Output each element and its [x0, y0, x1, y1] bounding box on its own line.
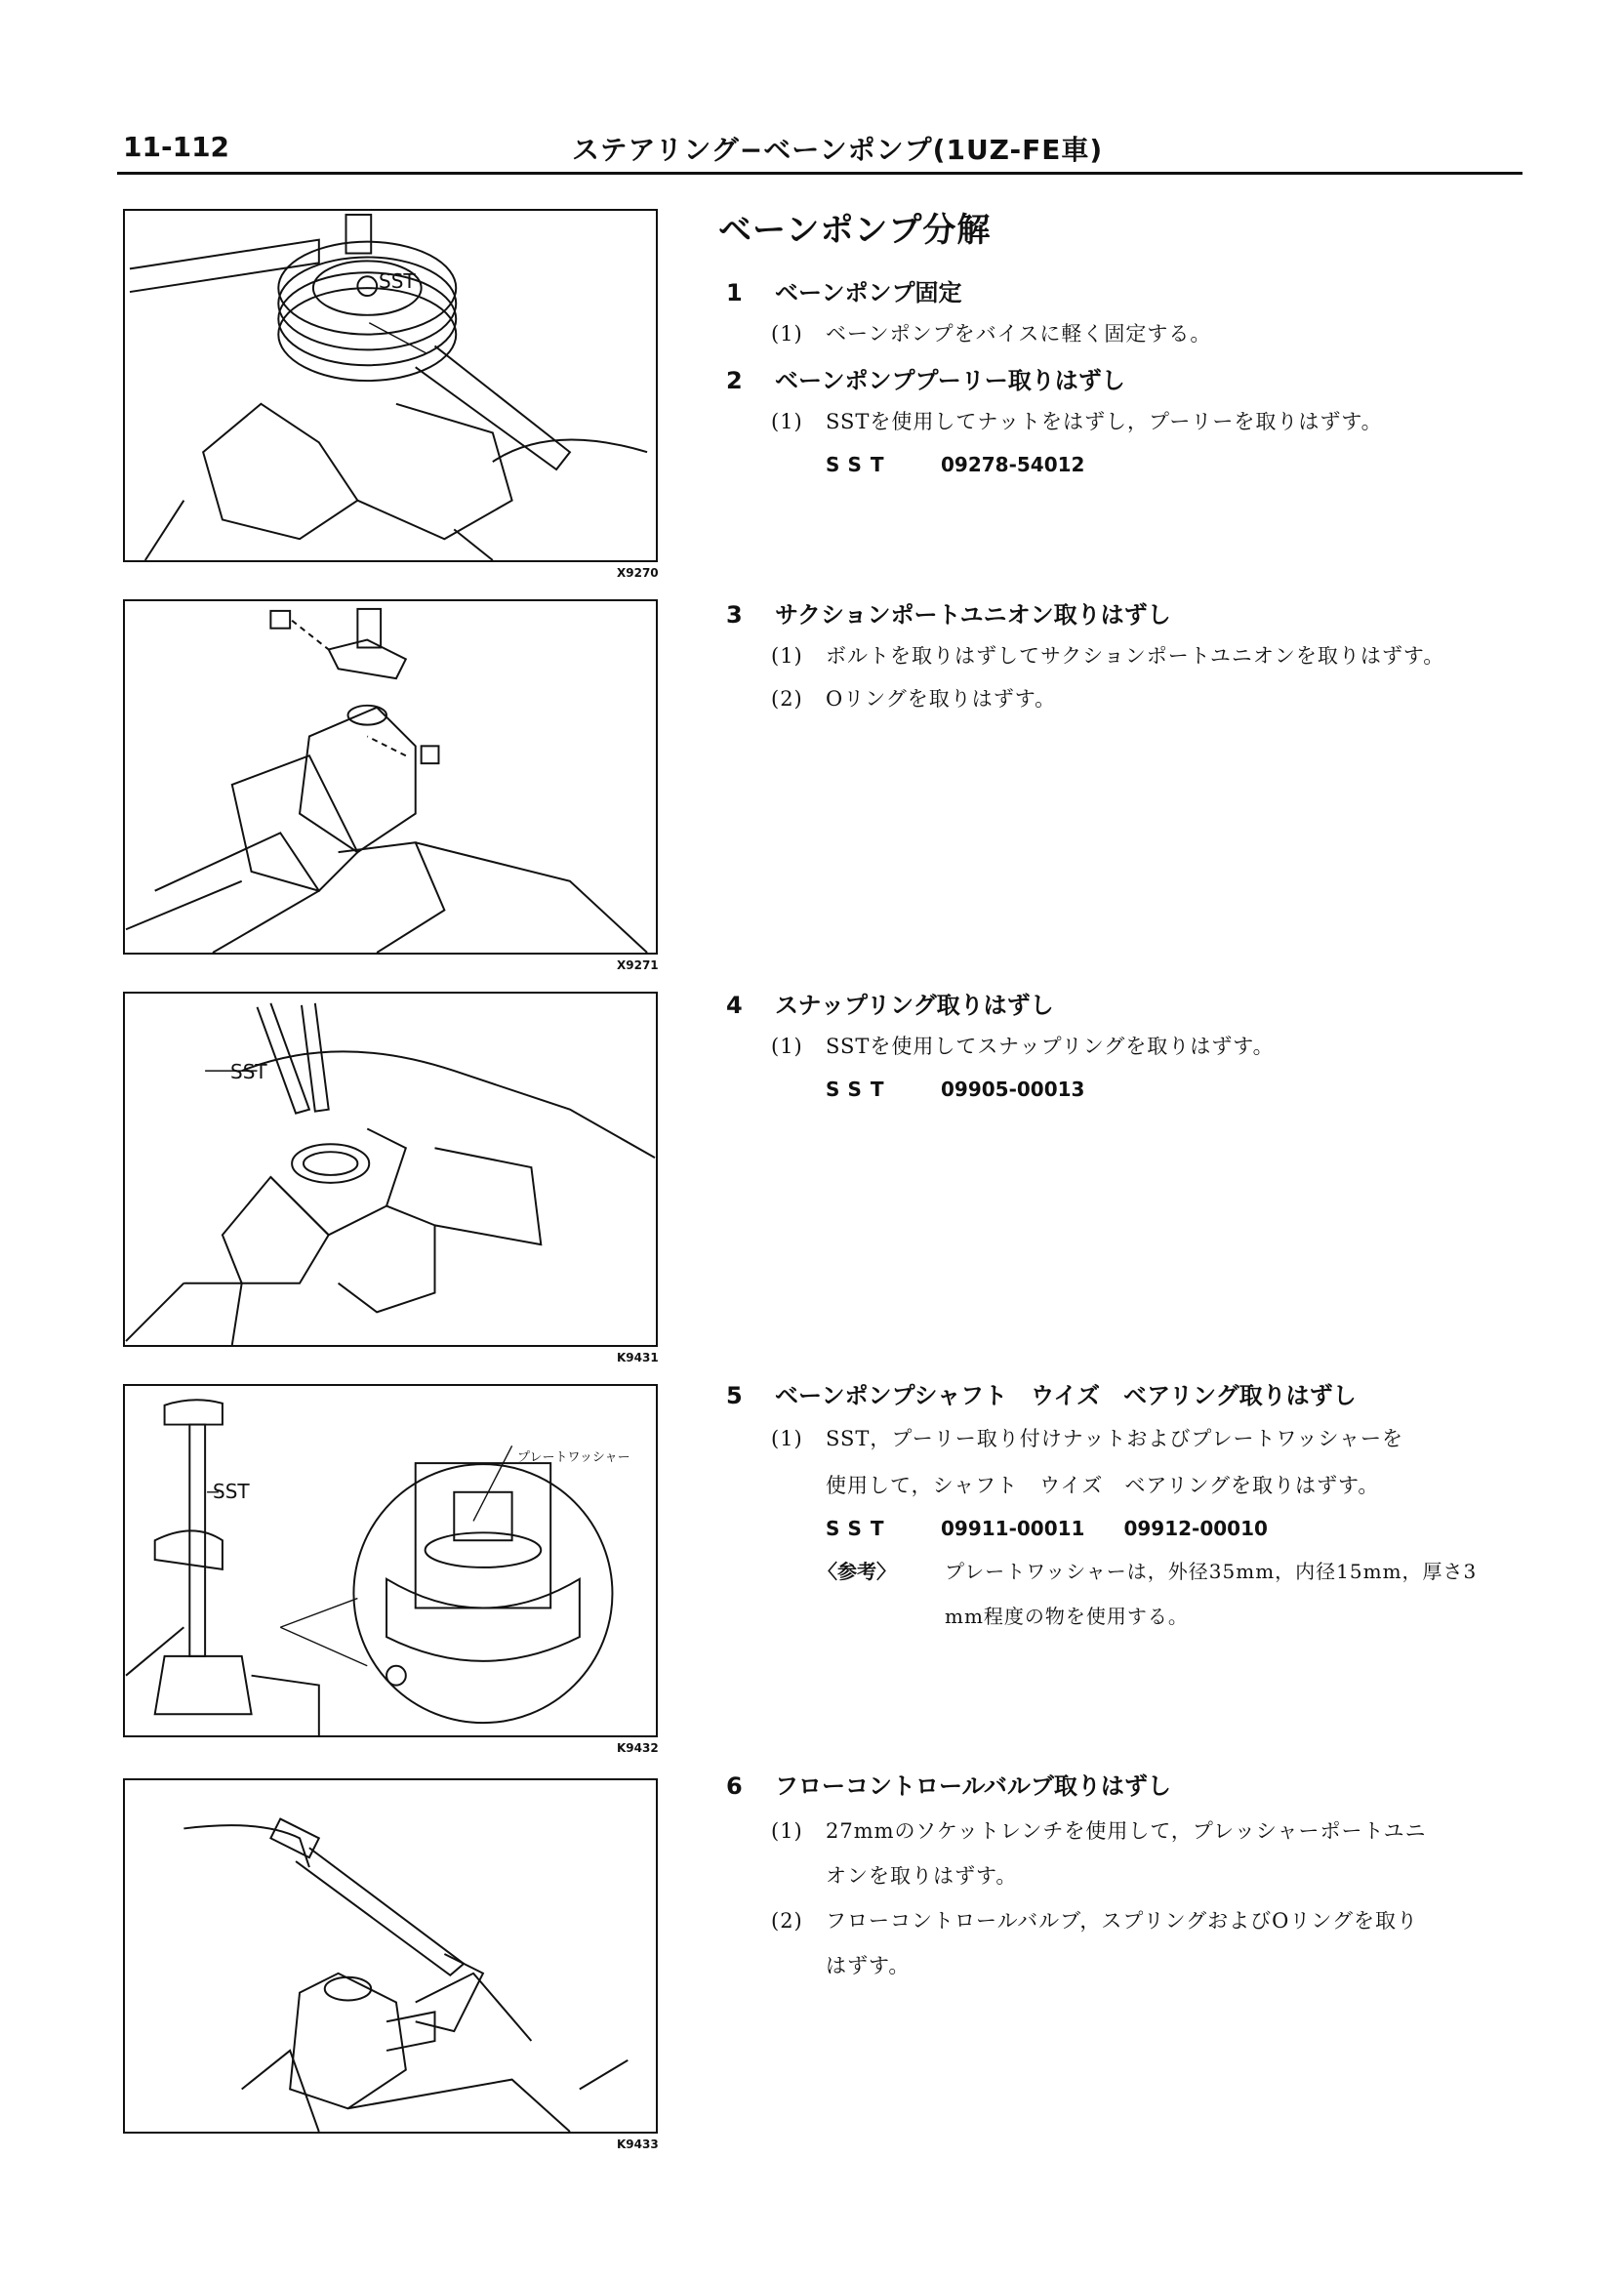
sub-text: Oリングを取りはずす。 [826, 687, 1057, 711]
sub-text: ボルトを取りはずしてサクションポートユニオンを取りはずす。 [826, 644, 1445, 668]
step-title: ベーンポンププーリー取りはずし [775, 367, 1125, 394]
note-label: 〈参考〉 [818, 1560, 896, 1583]
step-2-sst [826, 453, 1084, 476]
step-3-sub-1 [771, 640, 1444, 670]
step-1-title [726, 273, 962, 307]
step-title: フローコントロールバルブ取りはずし [775, 1772, 1171, 1800]
step-6-sub-1-continued: オンを取りはずす。 [826, 1864, 1018, 1888]
sub-text: ベーンポンプをバイスに軽く固定する。 [826, 322, 1212, 346]
step-6-sub-2-continued: はずす。 [826, 1954, 911, 1977]
sub-text: SSTを使用してナットをはずし，プーリーを取りはずす。 [826, 410, 1383, 433]
figure-pulley-removal [123, 209, 658, 562]
figure-code: K9433 [617, 2138, 659, 2151]
figure-code: X9271 [617, 958, 659, 972]
sub-number: (1) [771, 1819, 803, 1843]
step-6-title [726, 1767, 1171, 1801]
figure-code: X9270 [617, 566, 659, 580]
note-text: mm程度の物を使用する。 [945, 1605, 1189, 1628]
step-2-title [726, 361, 1125, 395]
section-title: ベーンポンプ分解 [718, 211, 992, 250]
sub-number: (2) [771, 687, 803, 711]
step-number: 1 [726, 279, 743, 306]
figure-snap-ring-removal-illustration [125, 994, 656, 1345]
figure-shaft-bearing-removal-illustration [125, 1386, 656, 1735]
step-1-sub-1 [771, 318, 1211, 347]
figure-flow-control-valve-removal-illustration [125, 1780, 656, 2132]
header-rule [117, 172, 1522, 175]
step-title: ベーンポンプシャフト ウイズ ベアリング取りはずし [775, 1382, 1357, 1409]
figure-flow-control-valve-removal [123, 1778, 658, 2134]
step-5-sub-1-continued: 使用して，シャフト ウイズ ベアリングを取りはずす。 [826, 1474, 1380, 1497]
step-title: サクションポートユニオン取りはずし [775, 601, 1171, 629]
figure-snap-ring-removal [123, 992, 658, 1347]
page-header-title: ステアリング−ベーンポンプ(1UZ-FE車) [572, 134, 1104, 166]
page-number: 11-112 [123, 131, 230, 163]
sst-label: SST [826, 453, 893, 476]
sub-number: (1) [771, 1035, 803, 1058]
figure-label-plate-washer: プレートワッシャー [517, 1450, 630, 1465]
sub-number: (1) [771, 644, 803, 668]
step-5-sub-1 [771, 1423, 1403, 1452]
sst-code: 09905-00013 [941, 1078, 1085, 1101]
sub-text: SSTを使用してスナップリングを取りはずす。 [826, 1035, 1275, 1058]
step-3-title [726, 595, 1171, 630]
step-number: 5 [726, 1382, 743, 1409]
sst-code: 09912-00010 [1123, 1517, 1268, 1540]
sub-number: (1) [771, 1427, 803, 1450]
step-number: 2 [726, 367, 743, 394]
sst-code: 09278-54012 [941, 453, 1085, 476]
step-6-sub-1 [771, 1815, 1427, 1845]
figure-code: K9432 [617, 1741, 659, 1755]
step-3-sub-2 [771, 683, 1056, 712]
step-6-sub-2 [771, 1905, 1418, 1934]
sub-text: フローコントロールバルブ，スプリングおよびOリングを取り [826, 1909, 1418, 1933]
figure-suction-port-union [123, 599, 658, 955]
figure-shaft-bearing-removal [123, 1384, 658, 1737]
sst-code: 09911-00011 [941, 1517, 1085, 1540]
figure-suction-port-union-illustration [125, 601, 656, 953]
sub-number: (1) [771, 410, 803, 433]
sub-number: (1) [771, 322, 803, 346]
sst-label: SST [826, 1078, 893, 1101]
figure-label-sst: SST [230, 1060, 267, 1083]
step-4-sst [826, 1078, 1084, 1101]
step-4-sub-1 [771, 1031, 1275, 1060]
step-5-title [726, 1376, 1357, 1410]
step-number: 3 [726, 601, 743, 629]
step-title: スナップリング取りはずし [775, 992, 1054, 1019]
sub-number: (2) [771, 1909, 803, 1933]
figure-label-sst: SST [213, 1480, 250, 1503]
sub-text: SST，プーリー取り付けナットおよびプレートワッシャーを [826, 1427, 1404, 1450]
step-number: 6 [726, 1772, 743, 1800]
step-2-sub-1 [771, 406, 1383, 435]
figure-label-sst: SST [379, 269, 416, 293]
sub-text: 27mmのソケットレンチを使用して，プレッシャーポートユニ [826, 1819, 1427, 1843]
figure-code: K9431 [617, 1351, 659, 1364]
sst-label: SST [826, 1517, 893, 1540]
step-number: 4 [726, 992, 743, 1019]
note-text: プレートワッシャーは，外径35mm，内径15mm，厚さ3 [945, 1560, 1478, 1583]
figure-pulley-removal-illustration [125, 211, 656, 560]
step-title: ベーンポンプ固定 [775, 279, 962, 306]
step-5-sst [826, 1517, 1268, 1540]
step-4-title [726, 986, 1054, 1020]
